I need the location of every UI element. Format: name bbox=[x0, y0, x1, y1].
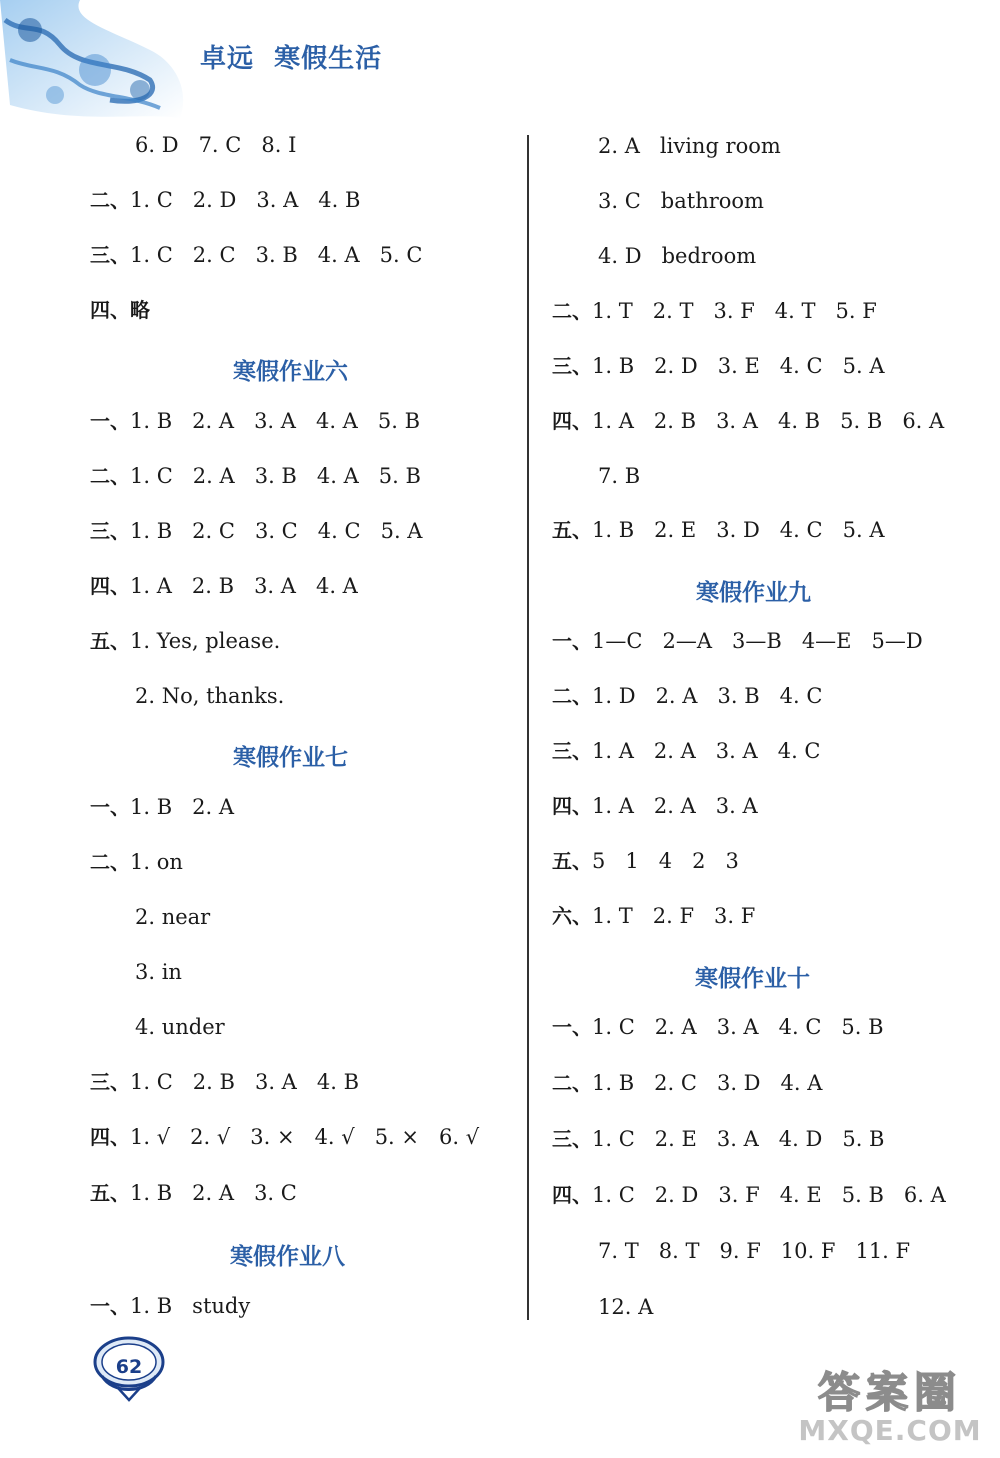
answer-row: 二、1. C 2. D 3. A 4. B bbox=[90, 188, 361, 212]
section-heading-7: 寒假作业七 bbox=[233, 745, 348, 771]
answer-row: 2. A living room bbox=[598, 134, 781, 158]
answer-row: 一、1. B 2. A 3. A 4. A 5. B bbox=[90, 409, 421, 433]
section-heading-10: 寒假作业十 bbox=[695, 966, 810, 992]
answer-row: 4. D bedroom bbox=[598, 244, 757, 268]
answer-row: 二、1. on bbox=[90, 850, 183, 874]
answer-row: 7. B bbox=[598, 464, 641, 488]
answer-row: 一、1—C 2—A 3—B 4—E 5—D bbox=[552, 629, 923, 653]
answer-row: 一、1. B study bbox=[90, 1294, 251, 1318]
answer-row: 二、1. C 2. A 3. B 4. A 5. B bbox=[90, 464, 421, 488]
answer-row: 三、1. C 2. C 3. B 4. A 5. C bbox=[90, 243, 423, 267]
answer-row: 一、1. B 2. A bbox=[90, 795, 235, 819]
answer-row: 四、1. √ 2. √ 3. × 4. √ 5. × 6. √ bbox=[90, 1125, 480, 1149]
answer-row: 2. near bbox=[135, 905, 211, 929]
header-landscape-illustration bbox=[0, 0, 200, 130]
page-number: 62 bbox=[115, 1356, 143, 1378]
watermark bbox=[790, 1360, 990, 1455]
answer-row: 五、1. B 2. E 3. D 4. C 5. A bbox=[552, 518, 885, 542]
answer-row: 五、1. B 2. A 3. C bbox=[90, 1181, 297, 1205]
answer-row: 3. C bathroom bbox=[598, 189, 764, 213]
answer-row: 四、1. A 2. A 3. A bbox=[552, 794, 758, 818]
watermark-logo: 答案圈 bbox=[817, 1368, 962, 1417]
answer-row: 三、1. C 2. E 3. A 4. D 5. B bbox=[552, 1127, 885, 1151]
section-heading-9: 寒假作业九 bbox=[696, 580, 811, 606]
answer-row: 3. in bbox=[135, 960, 182, 984]
answer-row: 四、1. A 2. B 3. A 4. A bbox=[90, 574, 358, 598]
answer-row: 二、1. B 2. C 3. D 4. A bbox=[552, 1071, 823, 1095]
answer-row: 二、1. D 2. A 3. B 4. C bbox=[552, 684, 823, 708]
answer-row: 12. A bbox=[598, 1295, 654, 1319]
answer-row: 三、1. B 2. C 3. C 4. C 5. A bbox=[90, 519, 423, 543]
answer-row: 三、1. C 2. B 3. A 4. B bbox=[90, 1070, 360, 1094]
answer-row: 4. under bbox=[135, 1015, 225, 1039]
answer-row: 2. No, thanks. bbox=[135, 684, 285, 708]
answer-row: 四、1. C 2. D 3. F 4. E 5. B 6. A bbox=[552, 1183, 946, 1207]
page-header-title: 卓远 寒假生活 bbox=[200, 44, 383, 74]
answer-row: 四、略 bbox=[90, 298, 150, 322]
column-divider bbox=[527, 135, 529, 1320]
answer-row: 6. D 7. C 8. I bbox=[135, 133, 297, 157]
answer-row: 四、1. A 2. B 3. A 4. B 5. B 6. A bbox=[552, 409, 945, 433]
answer-row: 三、1. A 2. A 3. A 4. C bbox=[552, 739, 821, 763]
answer-row: 三、1. B 2. D 3. E 4. C 5. A bbox=[552, 354, 885, 378]
answer-row: 五、5 1 4 2 3 bbox=[552, 849, 739, 873]
answer-row: 六、1. T 2. F 3. F bbox=[552, 904, 756, 928]
answer-row: 一、1. C 2. A 3. A 4. C 5. B bbox=[552, 1015, 884, 1039]
watermark-site: MXQE.COM bbox=[798, 1414, 982, 1447]
answer-row: 五、1. Yes, please. bbox=[90, 629, 281, 653]
section-heading-6: 寒假作业六 bbox=[233, 359, 348, 385]
section-heading-8: 寒假作业八 bbox=[230, 1244, 345, 1270]
answer-row: 7. T 8. T 9. F 10. F 11. F bbox=[598, 1239, 911, 1263]
answer-row: 二、1. T 2. T 3. F 4. T 5. F bbox=[552, 299, 877, 323]
